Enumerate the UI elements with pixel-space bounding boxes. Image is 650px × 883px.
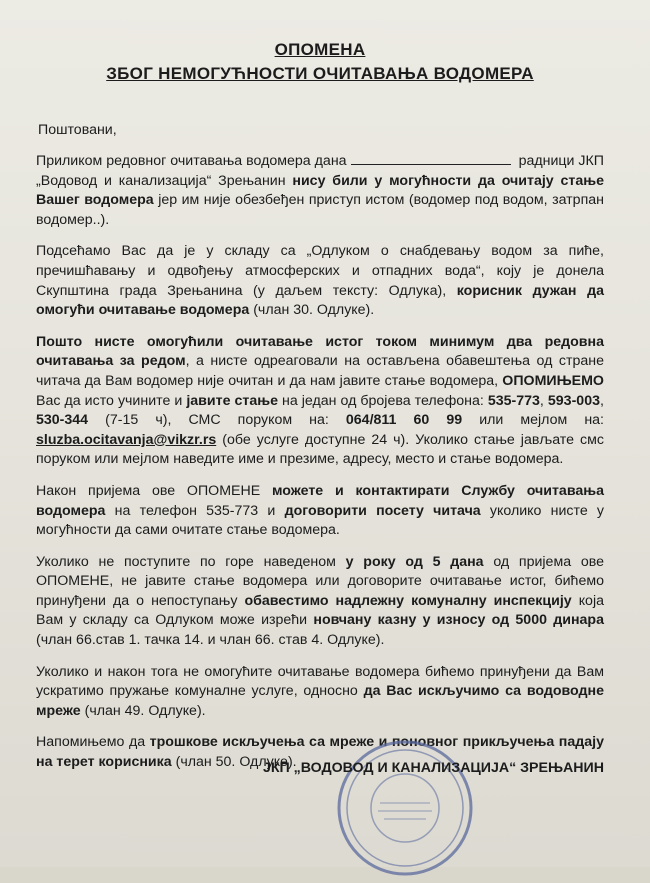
p5-text-a: Уколико не поступите по горе наведеном	[36, 553, 336, 570]
signature: ЈКП „ВОДОВОД И КАНАЛИЗАЦИЈА“ ЗРЕЊАНИН	[262, 760, 604, 776]
p2-text-a: Подсећамо Вас да је у складу са „Одлуком о снабдевању водом за пиће, пречишћавању и одвођењу атмосферских и отпадних вода“, коју је донела Скупштина града Зрењанина (у даљем тексту: Одлука),	[36, 243, 604, 299]
p3-text-l: (7-15 ч), СМС поруком на:	[105, 412, 329, 429]
p3-bold-a: Пошто нисте омогућили очитавање истог током минимум два редовна очитавања за редом	[36, 333, 604, 370]
p1-text-d: јер им није обезбеђен приступ истом (водомер под водом, затрпан водомер..).	[36, 192, 604, 228]
p3-text-d: Вас да исто учините и	[36, 392, 183, 409]
p4-bold-d: договорити посету читача	[284, 502, 481, 519]
p5-text-c: од пријема ове ОПОМЕНЕ, не јавите стање водомера или договорите очитавање истог, бићемо принуђени да о непоступању	[36, 553, 604, 609]
p4-text-e: уколико нисте у могућности да сами очитате стање водомера.	[36, 502, 605, 539]
p7-text-a: Напомињемо да	[36, 734, 146, 751]
title-line-2: ЗБОГ НЕМОГУЋНОСТИ ОЧИТАВАЊА ВОДОМЕРА	[106, 64, 534, 83]
p3-comma-1: ,	[539, 392, 544, 409]
paragraph-2	[36, 242, 604, 320]
paragraph-4	[36, 482, 604, 541]
official-stamp-icon	[330, 733, 480, 883]
phone-1: 535-773	[487, 392, 540, 409]
p7-bold-b: трошкове искључења са мреже и поновног прикључења падају на терет корисника	[36, 734, 604, 771]
p3-comma-2: ,	[599, 392, 604, 409]
p3-text-p: (обе услуге доступне 24 ч). Уколико стање јављате смс поруком или мејлом наведите име и презиме, адресу, место и стање водомера.	[36, 431, 604, 468]
p4-text-a: Након пријема ове ОПОМЕНЕ	[36, 482, 261, 499]
title-line-1: ОПОМЕНА	[274, 40, 366, 59]
sms-number: 064/811 60 99	[345, 412, 463, 429]
email-link[interactable]: sluzba.ocitavanja@vikzr.rs	[36, 431, 217, 448]
p5-text-g: (члан 66.став 1. тачка 14. и члан 66. став 4. Одлуке).	[36, 632, 385, 649]
p3-bold-e: јавите стање	[186, 392, 278, 409]
p5-bold-f: новчану казну у износу од 5000 динара	[313, 612, 604, 629]
p3-text-f: на један од бројева телефона:	[282, 392, 484, 409]
p5-text-e: која Вам у складу са Одлуком може изрећи	[36, 592, 604, 629]
p1-text-a: Приликом редовног очитавања водомера дана	[36, 153, 347, 169]
p3-bold-c: ОПОМИЊЕМО	[502, 372, 604, 389]
p6-bold-b: да Вас искључимо са водоводне мреже	[36, 683, 604, 719]
p6-text-c: (члан 49. Одлуке).	[84, 702, 206, 719]
p5-bold-b: у року од 5 дана	[345, 553, 484, 570]
greeting: Поштовани,	[38, 122, 117, 138]
date-blank-field	[351, 152, 511, 165]
p6-text-a: Уколико и након тога не омогућите очитавање водомера бићемо принуђени да Вам ускратимо пружање комуналне услуге, односно	[36, 663, 604, 700]
paragraph-3	[36, 333, 604, 470]
p1-bold-c: нису били у могућности да очитају стање Вашег водомера	[36, 172, 604, 209]
p5-bold-d: обавестимо надлежну комуналну инспекцију	[244, 592, 572, 609]
phone-3: 530-344	[36, 412, 89, 429]
paragraph-1	[36, 152, 604, 230]
document-title	[36, 38, 604, 86]
p4-bold-b: можете и контактирати Службу очитавања водомера	[36, 482, 604, 519]
p2-bold-b: корисник дужан да омогући очитавање водомера	[36, 282, 604, 319]
p3-text-n: или мејлом на:	[479, 412, 604, 429]
p1-text-b: радници ЈКП „Водовод и канализација“ Зрењанин	[36, 153, 604, 189]
p7-text-c: (члан 50. Одлуке).	[175, 754, 297, 771]
paragraph-5	[36, 553, 604, 651]
p4-text-c: на телефон 535-773 и	[114, 502, 276, 519]
p3-text-b: , а нисте одреаговали на остављена обавештења од стране читача да Вам водомер није очитан и да нам јавите стање водомера,	[36, 353, 604, 389]
paragraph-6	[36, 663, 604, 722]
p2-text-c: (члан 30. Одлуке).	[253, 302, 375, 319]
phone-2: 593-003	[547, 392, 600, 409]
